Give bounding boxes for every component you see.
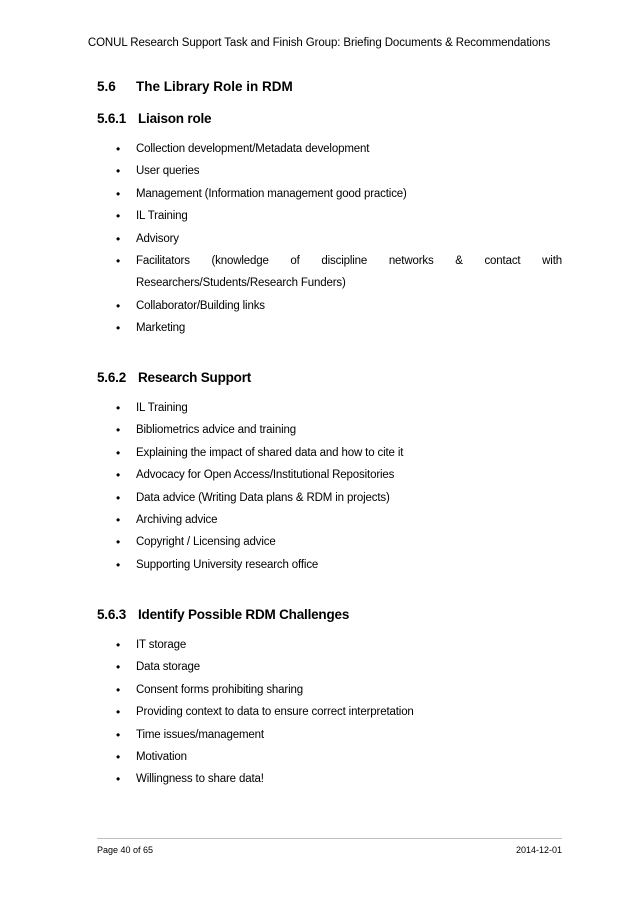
list-item: • Advisory	[116, 228, 562, 250]
list-item: • User queries	[116, 160, 562, 182]
list-item: • IL Training	[116, 397, 562, 419]
list-item: • Time issues/management	[116, 724, 562, 746]
section-heading	[97, 79, 293, 94]
list-item-facilitators	[116, 250, 562, 295]
list-item: • Advocacy for Open Access/Institutional Repositories	[116, 464, 562, 486]
subsection-title: Research Support	[138, 370, 252, 385]
list-item: • Data storage	[116, 656, 562, 678]
list-item: • Supporting University research office	[116, 554, 562, 576]
list-item: • Collaborator/Building links	[116, 295, 562, 317]
section-number: 5.6	[97, 79, 116, 94]
list-item: • Collection development/Metadata development	[116, 138, 562, 160]
document-date: 2014-12-01	[515, 845, 562, 855]
list-item: • Consent forms prohibiting sharing	[116, 679, 562, 701]
subsection-title: Liaison role	[138, 111, 212, 126]
subsection-heading-research-support	[97, 370, 251, 385]
list-item: • Data advice (Writing Data plans & RDM in projects)	[116, 487, 562, 509]
subsection-heading-liaison	[97, 111, 211, 126]
footer-divider	[97, 838, 562, 839]
page-number: Page 40 of 65	[97, 845, 154, 855]
research-support-list	[116, 397, 562, 576]
list-item: • IL Training	[116, 205, 562, 227]
liaison-list	[116, 138, 562, 340]
list-item: • Bibliometrics advice and training	[116, 419, 562, 441]
list-item: • Marketing	[116, 317, 562, 339]
list-item: • Providing context to data to ensure correct interpretation	[116, 701, 562, 723]
subsection-number: 5.6.3	[97, 607, 127, 622]
list-item: • Archiving advice	[116, 509, 562, 531]
list-item-line: Researchers/Students/Research Funders)	[136, 277, 346, 290]
running-header: CONUL Research Support Task and Finish Group: Briefing Documents & Recommendations	[87, 37, 551, 49]
subsection-number: 5.6.2	[97, 370, 127, 385]
list-item: • Management (Information management good practice)	[116, 183, 562, 205]
list-item: • Explaining the impact of shared data and how to cite it	[116, 442, 562, 464]
subsection-title: Identify Possible RDM Challenges	[138, 607, 350, 622]
subsection-number: 5.6.1	[97, 111, 127, 126]
list-item: • Motivation	[116, 746, 562, 768]
subsection-heading-challenges	[97, 607, 349, 622]
list-item: • IT storage	[116, 634, 562, 656]
challenges-list	[116, 634, 562, 791]
list-item-line: • Facilitators (knowledge of discipline networks & contact with	[136, 255, 562, 268]
section-title: The Library Role in RDM	[136, 79, 293, 94]
list-item: • Copyright / Licensing advice	[116, 531, 562, 553]
list-item: • Willingness to share data!	[116, 768, 562, 790]
